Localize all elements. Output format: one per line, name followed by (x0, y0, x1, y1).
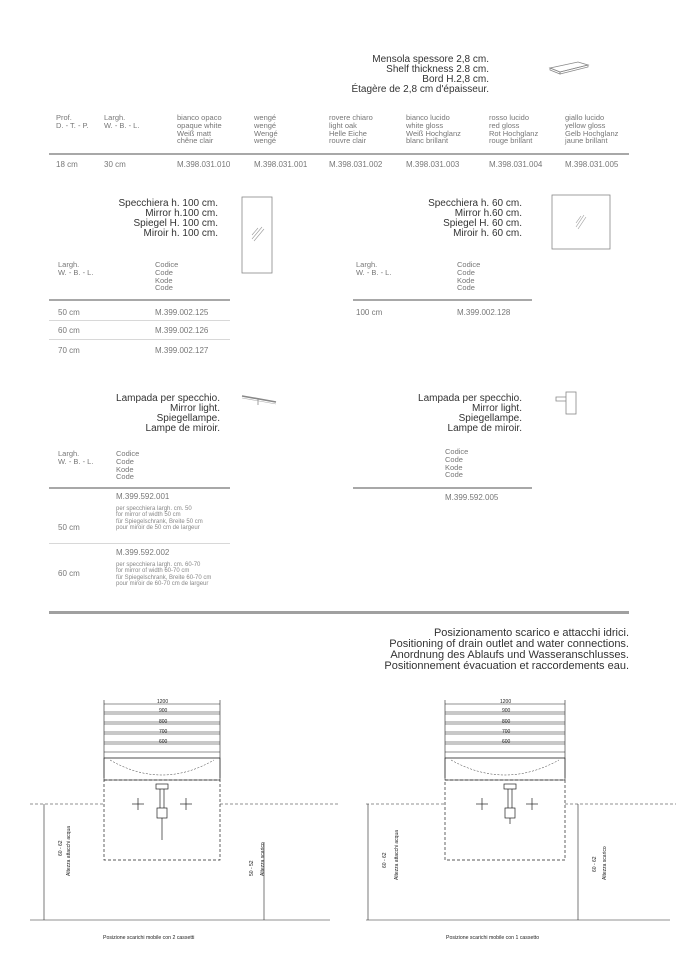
mirror-60-rule (353, 299, 532, 301)
width-label-800: 800 (159, 719, 168, 725)
mirror-100-icon (240, 195, 274, 275)
drain-height-range: 50 - 52 (249, 860, 255, 876)
lamp-2-title: Lampada per specchio. Mirror light. Spiegellampe. Lampe de miroir. (418, 393, 522, 434)
drain-height-range: 60 - 62 (592, 856, 598, 872)
shelf-header-opaque-white: bianco opaco opaque white Weiß matt chêne clair (177, 113, 222, 146)
width-label-700: 700 (159, 729, 168, 735)
lamp-1-note-1: per specchiera largh. cm. 50 for mirror of width 50 cm für Spiegelschrank, Breite 50 cm pour miroir de 50 cm de largeur (116, 506, 203, 532)
water-height-label: Altezza attacchi acqua (66, 825, 72, 876)
mirror-60-col-code: Codice Code Kode Code (457, 260, 481, 293)
lamp-1-title: Lampada per specchio. Mirror light. Spiegellampe. Lampe de miroir. (116, 393, 220, 434)
mirror-100-code-1: M.399.002.125 (155, 308, 209, 317)
water-height-range: 60 - 62 (58, 840, 64, 856)
lamp-1-code-1: M.399.592.001 (116, 492, 170, 501)
shelf-depth-value: 18 cm (56, 160, 78, 169)
shelf-header-depth: Prof. D. - T. - P. (56, 113, 89, 130)
shelf-code-opaque-white: M.398.031.010 (177, 160, 231, 169)
divider (49, 543, 230, 544)
shelf-code-light-oak: M.398.031.002 (329, 160, 383, 169)
width-label-700: 700 (502, 729, 511, 735)
lamp-1-note-2: per specchiera largh. cm. 60-70 for mirror of width 60-70 cm für Spiegelschrank, Breite 60-70 cm pour miroir de 60-70 cm de largeur (116, 562, 212, 588)
shelf-header-width: Largh. W. - B. - L. (104, 113, 140, 130)
shelf-icon (548, 60, 590, 76)
mirror-100-code-3: M.399.002.127 (155, 346, 209, 355)
mirror-100-title: Specchiera h. 100 cm. Mirror h.100 cm. Spiegel H. 100 cm. Miroir h. 100 cm. (118, 198, 218, 239)
shelf-header-white-gloss: bianco lucido white gloss Weiß Hochglanz blanc brillant (406, 113, 461, 146)
section-divider (49, 611, 629, 614)
mirror-100-width-3: 70 cm (58, 346, 80, 355)
width-label-1200: 1200 (500, 699, 512, 705)
width-label-600: 600 (159, 739, 168, 745)
width-label-1200: 1200 (157, 699, 169, 705)
width-label-800: 800 (502, 719, 511, 725)
lamp-2-code: M.399.592.005 (445, 493, 499, 502)
lamp-2-rule (353, 487, 532, 489)
mirror-100-code-2: M.399.002.126 (155, 326, 209, 335)
mirror-60-width-1: 100 cm (356, 308, 383, 317)
mirror-60-col-width: Largh. W. - B. - L. (356, 260, 392, 277)
lamp-1-rule (49, 487, 230, 489)
mirror-60-code-1: M.399.002.128 (457, 308, 511, 317)
caption-right: Posizione scarichi mobile con 1 cassetto (446, 935, 540, 941)
divider (49, 339, 230, 340)
mirror-100-width-1: 50 cm (58, 308, 80, 317)
divider (49, 320, 230, 321)
lamp-1-width-2: 60 cm (58, 569, 80, 578)
water-height-range: 60 - 62 (382, 852, 388, 868)
water-height-label: Altezza attacchi acqua (394, 829, 400, 880)
mirror-60-icon (550, 193, 612, 251)
shelf-width-value: 30 cm (104, 160, 126, 169)
width-label-900: 900 (159, 708, 168, 714)
positioning-title: Posizionamento scarico e attacchi idrici. Positioning of drain outlet and water connections. Anordnung des Ablaufs und Wasseranschlusses. Positionnement évacuation et raccordements eau. (384, 627, 629, 672)
drain-drawing-1-drawer (340, 690, 678, 930)
width-label-600: 600 (502, 739, 511, 745)
mirror-60-title: Specchiera h. 60 cm. Mirror h.60 cm. Spiegel H. 60 cm. Miroir h. 60 cm. (428, 198, 522, 239)
caption-left: Posizione scarichi mobile con 2 cassetti (103, 935, 195, 941)
shelf-header-yellow-gloss: giallo lucido yellow gloss Gelb Hochglanz jaune brillant (565, 113, 619, 146)
lamp-2-icon (552, 389, 580, 417)
shelf-code-white-gloss: M.398.031.003 (406, 160, 460, 169)
drain-height-label: Altezza scarico (260, 842, 266, 876)
lamp-1-width-1: 50 cm (58, 523, 80, 532)
mirror-100-rule (49, 299, 230, 301)
mirror-100-col-code: Codice Code Kode Code (155, 260, 179, 293)
lamp-2-col-code: Codice Code Kode Code (445, 447, 469, 480)
width-label-900: 900 (502, 708, 511, 714)
shelf-code-wenge: M.398.031.001 (254, 160, 308, 169)
drain-drawing-2-drawers (0, 690, 340, 930)
shelf-title: Mensola spessore 2,8 cm. Shelf thickness 2.8 cm. Bord H.2,8 cm. Étagère de 2,8 cm d'épaisseur. (351, 54, 489, 95)
shelf-table-rule (49, 153, 629, 155)
shelf-header-wenge: wengé wengé Wengé wengé (254, 113, 278, 146)
lamp-1-icon (238, 390, 280, 408)
shelf-code-yellow-gloss: M.398.031.005 (565, 160, 619, 169)
shelf-header-light-oak: rovere chiaro light oak Helle Eiche rouvre clair (329, 113, 373, 146)
lamp-1-code-2: M.399.592.002 (116, 548, 170, 557)
lamp-1-col-code: Codice Code Kode Code (116, 449, 140, 482)
drain-height-label: Altezza scarico (602, 846, 608, 880)
lamp-1-col-width: Largh. W. - B. - L. (58, 449, 94, 466)
shelf-code-red-gloss: M.398.031.004 (489, 160, 543, 169)
shelf-header-red-gloss: rosso lucido red gloss Rot Hochglanz rouge brillant (489, 113, 539, 146)
mirror-100-col-width: Largh. W. - B. - L. (58, 260, 94, 277)
mirror-100-width-2: 60 cm (58, 326, 80, 335)
